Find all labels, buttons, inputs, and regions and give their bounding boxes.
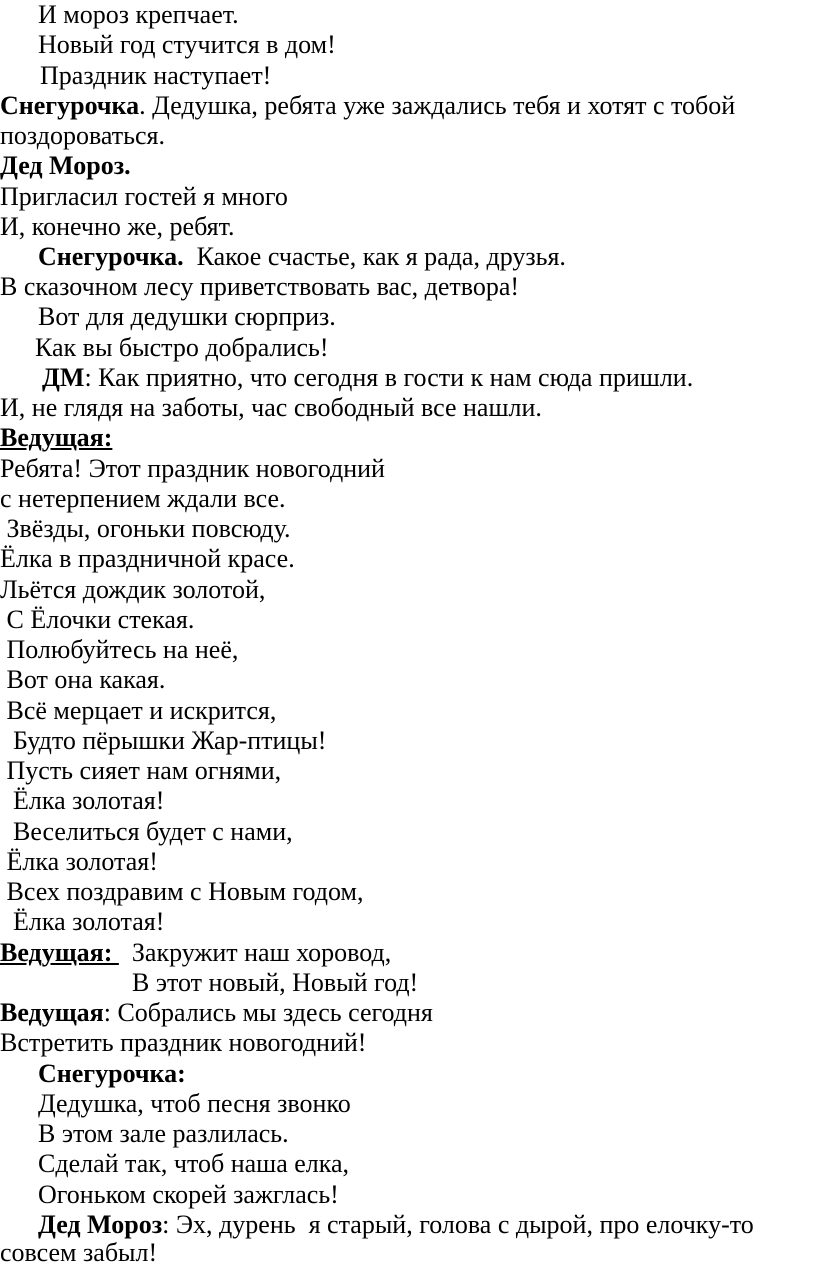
speaker-label: ДМ xyxy=(42,363,85,392)
line-text: . Дедушка, ребята уже заждались тебя и хотят с тобой xyxy=(139,91,736,120)
text-line: Дедушка, чтоб песня звонко xyxy=(38,1089,351,1118)
text-line: С Ёлочки стекая. xyxy=(0,605,195,634)
text-line: В этом зале разлилась. xyxy=(38,1119,289,1148)
speaker-label: Снегурочка. xyxy=(38,242,184,271)
speaker-label: Снегурочка xyxy=(0,91,140,120)
text-line xyxy=(0,998,433,1028)
speaker-label: Дед Мороз xyxy=(38,1210,163,1239)
text-line xyxy=(0,91,735,121)
text-line: Пригласил гостей я много xyxy=(0,182,288,211)
text-line: Веселиться будет с нами, xyxy=(0,817,293,846)
speaker-label: Ведущая: xyxy=(0,938,119,967)
text-line: И мороз крепчает. xyxy=(38,0,239,29)
text-line: Ёлка золотая! xyxy=(0,786,165,815)
line-text: : Как приятно, что сегодня в гости к нам сюда пришли. xyxy=(84,363,694,392)
text-line: Ёлка золотая! xyxy=(0,907,165,936)
text-line: Праздник наступает! xyxy=(40,61,272,90)
text-line: В этот новый, Новый год! xyxy=(132,968,419,997)
text-line: Полюбуйтесь на неё, xyxy=(0,635,239,664)
speaker-label: Ведущая xyxy=(0,998,104,1027)
text-line: И, не глядя на заботы, час свободный все нашли. xyxy=(0,393,542,422)
text-line: с нетерпением ждали все. xyxy=(0,484,286,513)
text-line xyxy=(42,363,693,393)
text-line xyxy=(38,1210,754,1240)
line-text: : Эх, дурень я старый, голова с дырой, про елочку-то xyxy=(162,1210,754,1239)
line-text: : Собрались мы здесь сегодня xyxy=(103,998,433,1027)
text-line: Всё мерцает и искрится, xyxy=(0,696,277,725)
text-line: Всех поздравим с Новым годом, xyxy=(0,877,364,906)
text-line: Огоньком скорей зажглась! xyxy=(38,1180,339,1209)
text-line: В сказочном лесу приветствовать вас, детвора! xyxy=(0,272,520,301)
text-line: Сделай так, чтоб наша елка, xyxy=(38,1149,350,1178)
text-line: Встретить праздник новогодний! xyxy=(0,1028,367,1057)
text-line: Ребята! Этот праздник новогодний xyxy=(0,454,385,483)
text-line: Ёлка золотая! xyxy=(0,847,158,876)
text-line: поздороваться. xyxy=(0,121,165,150)
text-line: И, конечно же, ребят. xyxy=(0,212,235,241)
text-line: Льётся дождик золотой, xyxy=(0,575,266,604)
text-line: совсем забыл! xyxy=(0,1238,158,1267)
line-text: Закружит наш хоровод, xyxy=(118,938,392,967)
speaker-label: Ведущая: xyxy=(0,423,113,452)
text-line: Будто пёрышки Жар-птицы! xyxy=(0,726,327,755)
text-line: Как вы быстро добрались! xyxy=(35,333,329,362)
text-line: Вот для дедушки сюрприз. xyxy=(38,302,336,331)
text-line: Пусть сияет нам огнями, xyxy=(0,756,282,785)
speaker-label: Снегурочка: xyxy=(38,1059,186,1088)
line-text: Какое счастье, как я рада, друзья. xyxy=(183,242,566,271)
text-line: Ёлка в праздничной красе. xyxy=(0,544,295,573)
speaker-label: Дед Мороз. xyxy=(0,151,131,180)
text-line: Новый год стучится в дом! xyxy=(38,30,336,59)
text-line: Вот она какая. xyxy=(0,665,166,694)
text-line: Звёзды, огоньки повсюду. xyxy=(0,514,291,543)
text-line xyxy=(0,938,391,968)
text-line xyxy=(38,242,566,272)
